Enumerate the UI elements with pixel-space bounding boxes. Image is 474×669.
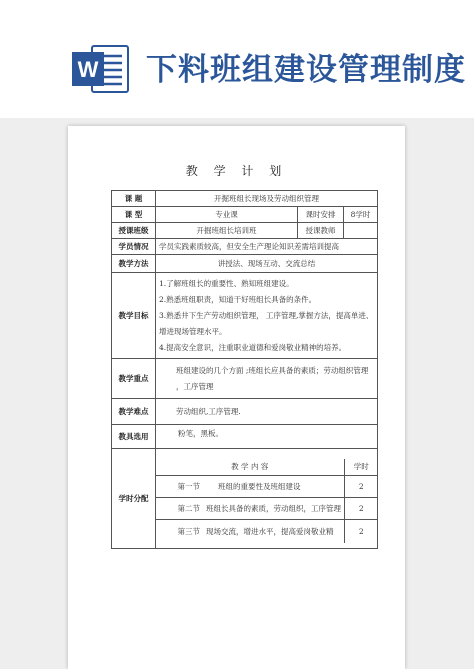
section-title: 班组长具备的素质，劳动组织，工序管理 bbox=[206, 503, 341, 513]
schedule-item-content bbox=[156, 519, 344, 543]
topic-value: 开掘班组长现场及劳动组织管理 bbox=[156, 191, 378, 207]
row-topic bbox=[112, 191, 378, 207]
students-label: 学员情况 bbox=[112, 239, 156, 255]
row-goals bbox=[112, 273, 378, 359]
schedule-item-hours: 2 bbox=[344, 475, 378, 497]
schedule-item-hours: 2 bbox=[344, 519, 378, 543]
class-label: 授课班级 bbox=[112, 223, 156, 239]
key-line-2: ，工序管理 bbox=[176, 381, 214, 391]
key-label: 教学重点 bbox=[112, 359, 156, 399]
section-number: 第三节 bbox=[177, 526, 200, 536]
teacher-value bbox=[344, 223, 378, 239]
row-tools bbox=[112, 425, 378, 449]
schedule-row bbox=[156, 497, 378, 519]
schedule-row bbox=[156, 519, 378, 543]
schedule-cell bbox=[156, 449, 378, 549]
goal-line-3: 3.熟悉井下生产劳动组织管理， 工序管理,掌握方法，提高单进、 bbox=[159, 310, 374, 320]
goal-line-2: 2.熟悉班组职责，知道干好班组长具备的条件。 bbox=[159, 294, 317, 304]
document-page bbox=[68, 126, 405, 669]
method-label: 教学方法 bbox=[112, 255, 156, 273]
difficult-value: 劳动组织,工序管理. bbox=[156, 399, 378, 425]
word-logo-letter: W bbox=[77, 57, 99, 82]
hours-value: 8学时 bbox=[344, 207, 378, 223]
schedule-item-content bbox=[156, 497, 344, 519]
section-number: 第一节 bbox=[177, 481, 200, 491]
page-header bbox=[0, 0, 474, 118]
tools-label: 教具选用 bbox=[112, 425, 156, 449]
goals-label: 教学目标 bbox=[112, 273, 156, 359]
tools-value: 粉笔，黑板。 bbox=[156, 425, 378, 449]
page-title: 下料班组建设管理制度 bbox=[146, 52, 466, 88]
class-value: 开掘班组长培训班 bbox=[156, 223, 298, 239]
row-type bbox=[112, 207, 378, 223]
goals-value bbox=[156, 273, 378, 359]
key-value bbox=[156, 359, 378, 399]
row-students bbox=[112, 239, 378, 255]
schedule-table bbox=[156, 459, 378, 543]
word-icon bbox=[70, 44, 130, 94]
hours-label: 课时安排 bbox=[298, 207, 344, 223]
schedule-row bbox=[156, 475, 378, 497]
document-heading: 教 学 计 划 bbox=[185, 164, 288, 178]
row-class bbox=[112, 223, 378, 239]
row-difficult bbox=[112, 399, 378, 425]
section-title: 班组的重要性及班组建设 bbox=[218, 481, 301, 491]
difficult-label: 教学难点 bbox=[112, 399, 156, 425]
section-title: 现场交流，增进水平，提高爱岗敬业精 bbox=[206, 526, 334, 536]
method-value: 讲授法、现场互动、交流总结 bbox=[156, 255, 378, 273]
teacher-label: 授课教师 bbox=[298, 223, 344, 239]
section-number: 第二节 bbox=[177, 503, 200, 513]
goal-line-4: 增进现场管理水平。 bbox=[159, 326, 227, 336]
schedule-item-content bbox=[156, 475, 344, 497]
schedule-col-content: 教 学 内 容 bbox=[156, 459, 344, 475]
schedule-item-hours: 2 bbox=[344, 497, 378, 519]
schedule-header-row bbox=[156, 459, 378, 475]
schedule-col-hours: 学时 bbox=[344, 459, 378, 475]
row-method bbox=[112, 255, 378, 273]
row-key bbox=[112, 359, 378, 399]
goal-line-5: 4.提高安全意识，注重职业道德和爱岗敬业精神的培养。 bbox=[159, 342, 347, 352]
type-value: 专业课 bbox=[156, 207, 298, 223]
schedule-label: 学时分配 bbox=[112, 449, 156, 549]
key-line-1: 班组建设的几个方面 ;班组长应具备的素质；劳动组织管理 bbox=[176, 365, 369, 375]
students-value: 学员实践素质较高，但安全生产理论知识差需培训提高 bbox=[156, 239, 378, 255]
type-label: 课 型 bbox=[112, 207, 156, 223]
goal-line-1: 1.了解班组长的重要性、熟知班组建设。 bbox=[159, 278, 294, 288]
topic-label: 课 题 bbox=[112, 191, 156, 207]
teaching-plan-table bbox=[111, 190, 378, 549]
row-schedule bbox=[112, 449, 378, 549]
